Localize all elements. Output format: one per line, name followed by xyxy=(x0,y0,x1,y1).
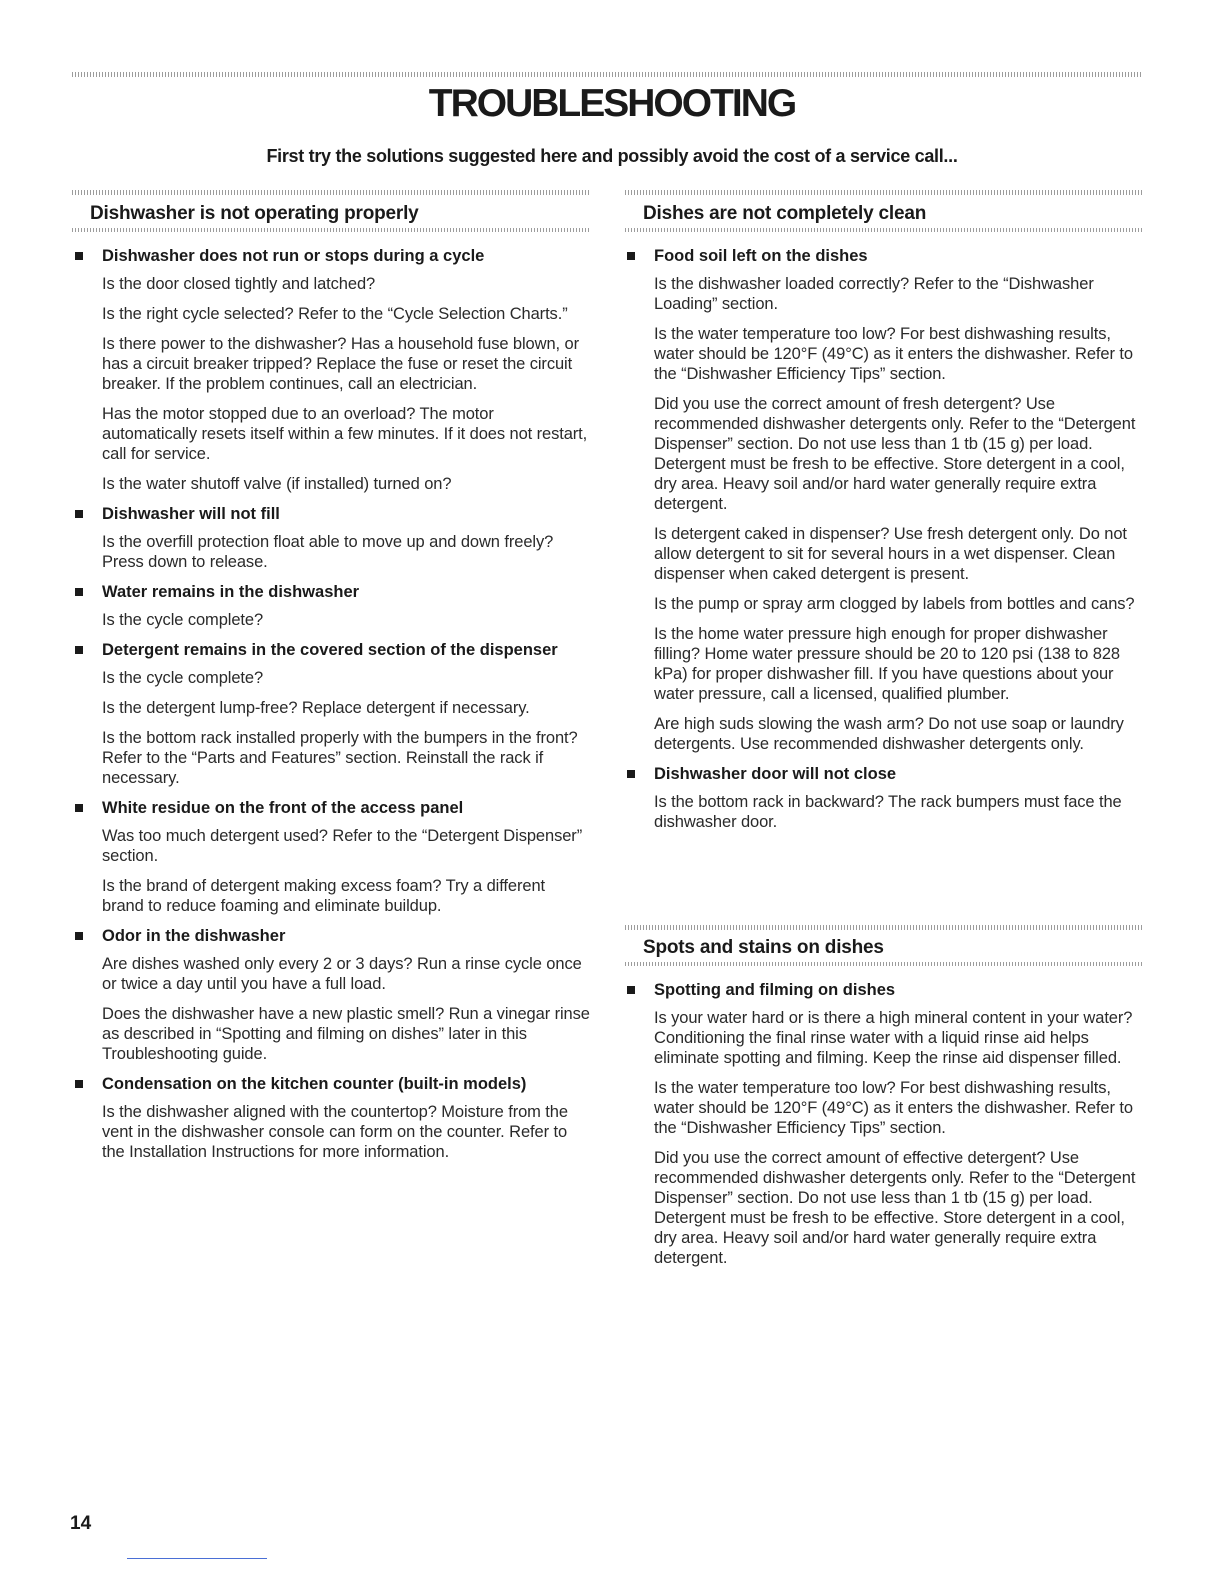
item-paragraph: Did you use the correct amount of effective detergent? Use recommended dishwasher detergents only. Refer to the “Detergent Dispenser” section. Do not use less than 1 tb (15 g) per load. Detergent must be fresh to be effective. Store detergent in a cool, dry area. Heavy soil and/or hard water generally require extra detergent. xyxy=(654,1149,1136,1267)
item-paragraph: Is the cycle complete? xyxy=(102,669,264,687)
item-paragraph: Is your water hard or is there a high mineral content in your water? Conditioning the final rinse water with a liquid rinse aid helps eliminate spotting and filming. Keep the rinse aid dispenser filled. xyxy=(654,1009,1133,1067)
item-paragraph: Is the dishwasher aligned with the countertop? Moisture from the vent in the dishwasher console can form on the counter. Refer to the Installation Instructions for more information. xyxy=(102,1103,568,1161)
item-heading: Condensation on the kitchen counter (built-in models) xyxy=(102,1075,527,1093)
item-paragraph: Is the bottom rack installed properly with the bumpers in the front? Refer to the “Parts and Features” section. Reinstall the rack if necessary. xyxy=(102,729,578,787)
list-item xyxy=(627,980,1142,1268)
item-paragraph: Is the water shutoff valve (if installed) turned on? xyxy=(102,475,452,493)
item-paragraph: Is the water temperature too low? For best dishwashing results, water should be 120°F (49°C) as it enters the dishwasher. Refer to the “Dishwasher Efficiency Tips” section. xyxy=(654,1079,1133,1137)
square-bullet-icon xyxy=(75,510,83,518)
item-heading: Spotting and filming on dishes xyxy=(654,981,896,999)
footer-rule xyxy=(127,1558,267,1559)
section-bottom-rule xyxy=(625,228,1142,232)
item-paragraph: Is the water temperature too low? For best dishwashing results, water should be 120°F (49°C) as it enters the dishwasher. Refer to the “Dishwasher Efficiency Tips” section. xyxy=(654,325,1133,383)
list-item xyxy=(75,926,590,1064)
section-title: Dishwasher is not operating properly xyxy=(90,203,419,224)
section-top-rule xyxy=(72,190,590,195)
item-paragraph: Is the door closed tightly and latched? xyxy=(102,275,376,293)
list-item xyxy=(75,1074,590,1162)
square-bullet-icon xyxy=(627,986,635,994)
item-paragraph: Is the dishwasher loaded correctly? Refer to the “Dishwasher Loading” section. xyxy=(654,275,1094,313)
item-paragraph: Is the home water pressure high enough for proper dishwasher filling? Home water pressure should be 20 to 120 psi (138 to 828 kPa) for proper dishwasher fill. If you have questions about your water pressure, call a licensed, qualified plumber. xyxy=(654,625,1120,703)
section-body xyxy=(627,980,1142,1278)
item-paragraph: Was too much detergent used? Refer to the “Detergent Dispenser” section. xyxy=(102,827,583,865)
item-paragraph: Is the overfill protection float able to move up and down freely? Press down to release. xyxy=(102,533,554,571)
page-subtitle: First try the solutions suggested here and possibly avoid the cost of a service call... xyxy=(266,146,958,166)
section-bottom-rule xyxy=(625,962,1142,966)
section-body xyxy=(75,246,590,1172)
list-item xyxy=(75,582,590,630)
section-top-rule xyxy=(625,925,1142,930)
item-heading: White residue on the front of the access panel xyxy=(102,799,464,817)
section-bottom-rule xyxy=(72,228,590,232)
square-bullet-icon xyxy=(627,770,635,778)
item-paragraph: Is the brand of detergent making excess foam? Try a different brand to reduce foaming and eliminate buildup. xyxy=(102,877,546,915)
item-paragraph: Is the cycle complete? xyxy=(102,611,264,629)
list-item xyxy=(75,640,590,788)
item-heading: Odor in the dishwasher xyxy=(102,927,286,945)
square-bullet-icon xyxy=(75,646,83,654)
square-bullet-icon xyxy=(75,252,83,260)
list-item xyxy=(627,764,1142,832)
top-rule xyxy=(72,72,1142,77)
item-heading: Dishwasher door will not close xyxy=(654,765,897,783)
item-heading: Food soil left on the dishes xyxy=(654,247,868,265)
item-paragraph: Is there power to the dishwasher? Has a household fuse blown, or has a circuit breaker tripped? Replace the fuse or reset the circuit breaker. If the problem continues, call an electrician. xyxy=(102,335,579,393)
section-top-rule xyxy=(625,190,1142,195)
item-heading: Dishwasher does not run or stops during a cycle xyxy=(102,247,485,265)
square-bullet-icon xyxy=(75,1080,83,1088)
page-title: TROUBLESHOOTING xyxy=(428,82,796,125)
item-paragraph: Are high suds slowing the wash arm? Do not use soap or laundry detergents. Use recommended dishwasher detergents only. xyxy=(654,715,1124,753)
item-heading: Dishwasher will not fill xyxy=(102,505,280,523)
item-paragraph: Is detergent caked in dispenser? Use fresh detergent only. Do not allow detergent to sit for several hours in a wet dispenser. Clean dispenser when caked detergent is present. xyxy=(654,525,1127,583)
section-title: Spots and stains on dishes xyxy=(643,937,884,958)
list-item xyxy=(75,246,590,494)
square-bullet-icon xyxy=(75,588,83,596)
list-item xyxy=(627,246,1142,754)
item-paragraph: Are dishes washed only every 2 or 3 days? Run a rinse cycle once or twice a day until you have a full load. xyxy=(102,955,582,993)
section-body xyxy=(627,246,1142,842)
item-paragraph: Does the dishwasher have a new plastic smell? Run a vinegar rinse as described in “Spotting and filming on dishes” later in this Troubleshooting guide. xyxy=(102,1005,590,1063)
square-bullet-icon xyxy=(75,804,83,812)
square-bullet-icon xyxy=(75,932,83,940)
item-paragraph: Is the bottom rack in backward? The rack bumpers must face the dishwasher door. xyxy=(654,793,1122,831)
item-paragraph: Has the motor stopped due to an overload? The motor automatically resets itself within a few minutes. If it does not restart, call for service. xyxy=(102,405,588,463)
item-paragraph: Is the detergent lump-free? Replace detergent if necessary. xyxy=(102,699,530,717)
item-heading: Water remains in the dishwasher xyxy=(102,583,360,601)
section-title: Dishes are not completely clean xyxy=(643,203,927,224)
list-item xyxy=(75,504,590,572)
square-bullet-icon xyxy=(627,252,635,260)
item-paragraph: Is the right cycle selected? Refer to the “Cycle Selection Charts.” xyxy=(102,305,568,323)
item-paragraph: Is the pump or spray arm clogged by labels from bottles and cans? xyxy=(654,595,1135,613)
page-number: 14 xyxy=(70,1513,92,1534)
item-heading: Detergent remains in the covered section of the dispenser xyxy=(102,641,558,659)
list-item xyxy=(75,798,590,916)
item-paragraph: Did you use the correct amount of fresh detergent? Use recommended dishwasher detergents only. Refer to the “Detergent Dispenser” section. Do not use less than 1 tb (15 g) per load. Detergent must be fresh to be effective. Store detergent in a cool, dry area. Heavy soil and/or hard water generally require extra detergent. xyxy=(654,395,1136,513)
